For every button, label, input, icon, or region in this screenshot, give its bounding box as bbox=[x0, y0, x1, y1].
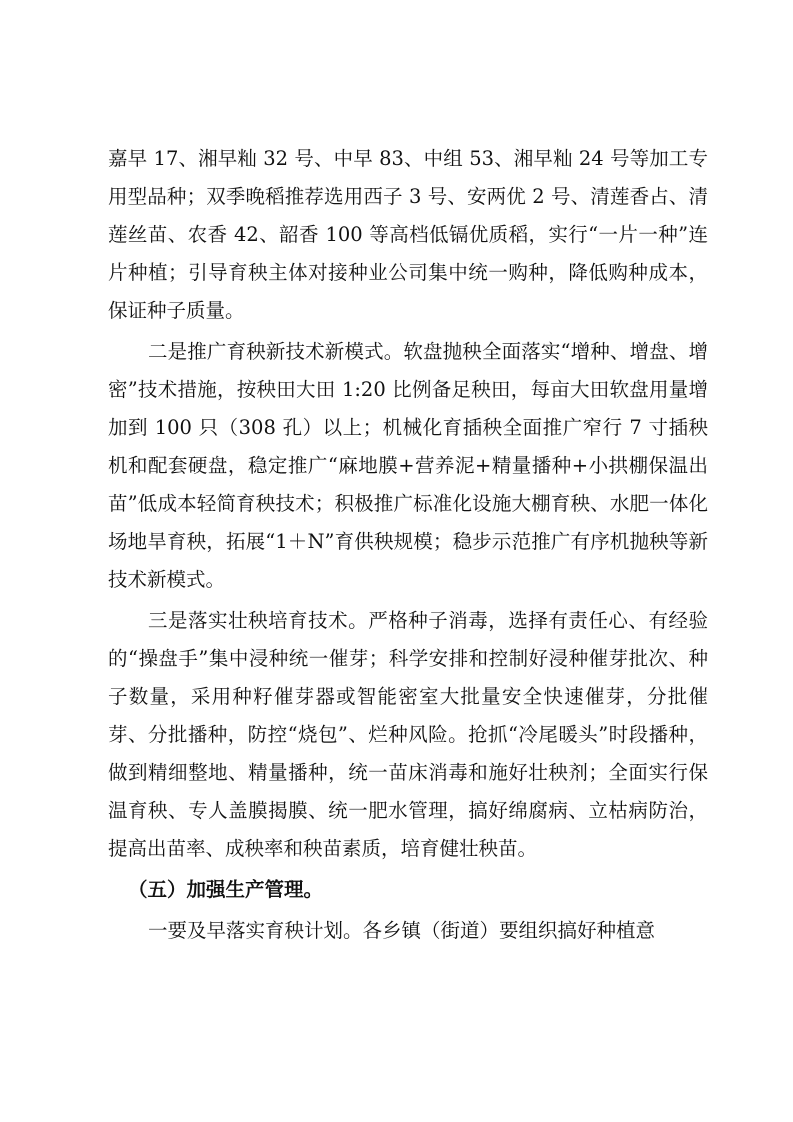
section-heading-production-management: （五）加强生产管理。 bbox=[128, 878, 324, 901]
paragraph-seedling-plan: 一要及早落实育秧计划。各乡镇（街道）要组织搞好种植意 bbox=[148, 919, 656, 942]
document-body bbox=[108, 140, 708, 950]
paragraph-strong-seedling: 三是落实壮秧培育技术。严格种子消毒，选择有责任心、有经验的“操盘手”集中浸种统一催芽；科学安排和控制好浸种催芽批次、种子数量，采用种籽催芽器或智能密室大批量安全快速催芽，分批催芽、分批播种，防控“烧包”、烂种风险。抢抓“冷尾暖头”时段播种，做到精细整地、精量播种，统一苗床消毒和施好壮秧剂；全面实行保温育秧、专人盖膜揭膜、统一肥水管理，搞好绵腐病、立枯病防治，提高出苗率、成秧率和秧苗素质，培育健壮秧苗。 bbox=[108, 609, 708, 860]
paragraph-variety-recommendation: 嘉早 17、湘早籼 32 号、中早 83、中组 53、湘早籼 24 号等加工专用型品种；双季晚稻推荐选用西子 3 号、安两优 2 号、清莲香占、清莲丝苗、农香 42、韶香 100 等高档低镉优质稻，实行“一片一种”连片种植；引导育秧主体对接种业公司集中统一购种，降低购种成本，保证种子质量。 bbox=[108, 147, 708, 322]
paragraph-seedling-technology: 二是推广育秧新技术新模式。软盘抛秧全面落实“增种、增盘、增密”技术措施，按秧田大田 1:20 比例备足秧田，每亩大田软盘用量增加到 100 只（308 孔）以上；机械化育插秧全面推广窄行 7 寸插秧机和配套硬盘，稳定推广“麻地膜+营养泥+精量播种+小拱棚保温出苗”低成本轻简育秧技术；积极推广标准化设施大棚育秧、水肥一体化场地旱育秧，拓展“1＋N”育供秧规模；稳步示范推广有序机抛秧等新技术新模式。 bbox=[108, 340, 708, 591]
